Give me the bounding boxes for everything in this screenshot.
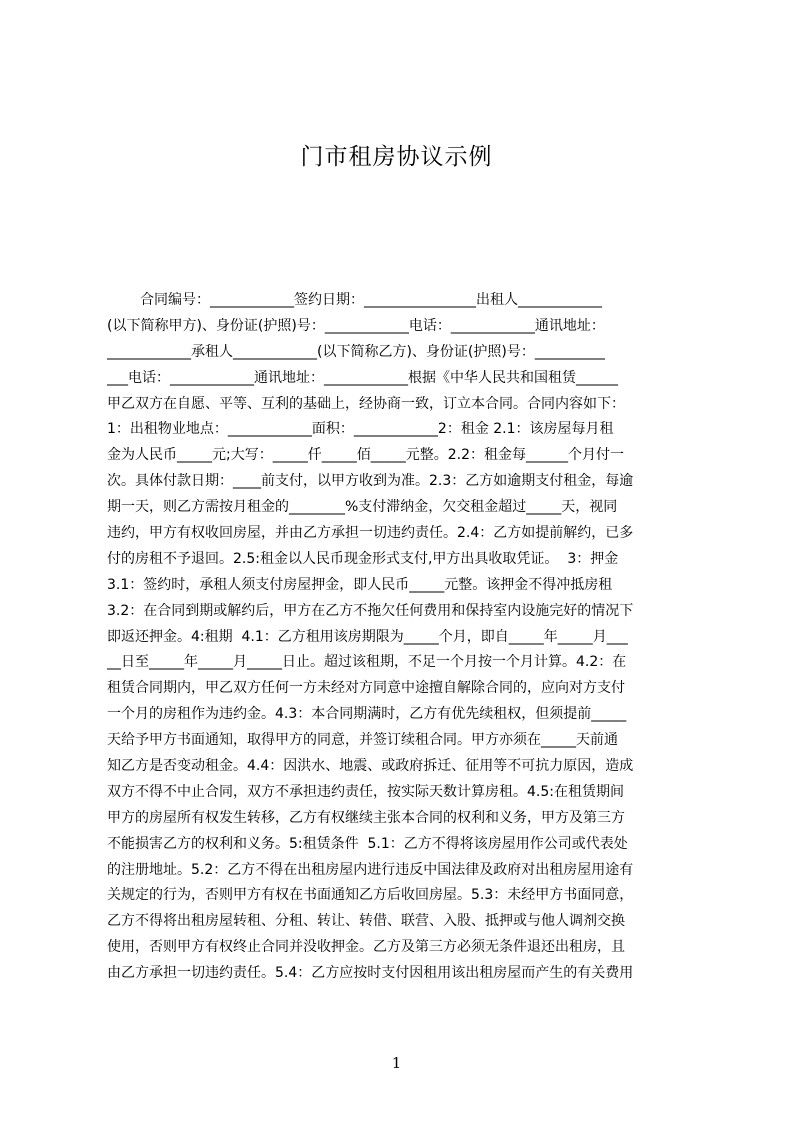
body-line: ___电话：____________通讯地址：____________根据《中华人民共和国租赁______ — [107, 369, 618, 386]
body-line: 一个月的房租作为违约金。4.3：本合同期满时，乙方有优先续租权，但须提前_____ — [107, 706, 627, 723]
body-line: 不能损害乙方的权利和义务。5:租赁条件 5.1：乙方不得将该房屋用作公司或代表处 — [107, 835, 628, 852]
body-line: 双方不得不中止合同，双方不承担违约责任，按实际天数计算房租。4.5:在租赁期间 — [107, 783, 624, 800]
body-line: ____________承租人____________(以下简称乙方)、身份证(护照)号：__________ — [107, 343, 605, 360]
body-line: 天给予甲方书面通知，取得甲方的同意，并签订续租合同。甲方亦须在_____天前通 — [107, 732, 618, 749]
body-line: 合同编号：____________签约日期：________________出租人____________ — [140, 292, 602, 308]
page-number: 1 — [391, 1054, 402, 1072]
body-line: (以下简称甲方)、身份证(护照)号：____________电话：____________通讯地址： — [107, 317, 605, 334]
body-line: __日至_____年_____月_____日止。超过该租期，不足一个月按一个月计算。4.2：在 — [107, 654, 627, 671]
body-line: 租赁合同期内，甲乙双方任何一方未经对方同意中途擅自解除合同的，应向对方支付 — [107, 680, 625, 697]
body-line: 甲乙双方在自愿、平等、互利的基础上，经协商一致，订立本合同。合同内容如下： — [107, 395, 625, 412]
body-line: 3.1：签约时，承租人须支付房屋押金，即人民币_____元整。该押金不得冲抵房租 — [107, 576, 613, 593]
body-line: 由乙方承担一切违约责任。5.4：乙方应按时支付因租用该出租房屋而产生的有关费用 — [107, 965, 634, 982]
body-line: 1：出租物业地点：____________面积：____________2：租金 2.1：该房屋每月租 — [107, 421, 614, 438]
body-line: 付的房租不予退回。2.5:租金以人民币现金形式支付,甲方出具收取凭证。 3：押金 — [107, 550, 619, 567]
body-line: 的注册地址。5.2：乙方不得在出租房屋内进行违反中国法律及政府对出租房屋用途有 — [107, 861, 634, 878]
body-line: 次。具体付款日期：____前支付，以甲方收到为准。2.3：乙方如逾期支付租金，每逾 — [107, 473, 634, 490]
body-line: 关规定的行为，否则甲方有权在书面通知乙方后收回房屋。5.3：未经甲方书面同意， — [107, 887, 634, 904]
contract-body — [107, 288, 698, 1000]
body-line: 金为人民币_____元;大写：_____仟_____佰_____元整。2.2：租金每______个月付一 — [107, 447, 624, 464]
body-line: 即返还押金。4:租期 4.1：乙方租用该房期限为_____个月，即自_____年_____月___ — [107, 628, 628, 645]
body-line: 使用，否则甲方有权终止合同并没收押金。乙方及第三方必须无条件退还出租房，且 — [107, 939, 625, 956]
body-line: 3.2：在合同到期或解约后，甲方在乙方不拖欠任何费用和保持室内设施完好的情况下 — [107, 602, 634, 619]
body-line: 违约，甲方有权收回房屋，并由乙方承担一切违约责任。2.4：乙方如提前解约，已多 — [107, 525, 634, 542]
body-line: 乙方不得将出租房屋转租、分租、转让、转借、联营、入股、抵押或与他人调剂交换 — [107, 913, 625, 930]
document-title: 门市租房协议示例 — [300, 144, 493, 170]
body-line: 期一天，则乙方需按月租金的________%支付滞纳金，欠交租金超过_____天，视同 — [107, 499, 618, 516]
body-line: 甲方的房屋所有权发生转移，乙方有权继续主张本合同的权利和义务，甲方及第三方 — [107, 809, 625, 826]
body-line: 知乙方是否变动租金。4.4：因洪水、地震、或政府拆迁、征用等不可抗力原因，造成 — [107, 758, 634, 775]
